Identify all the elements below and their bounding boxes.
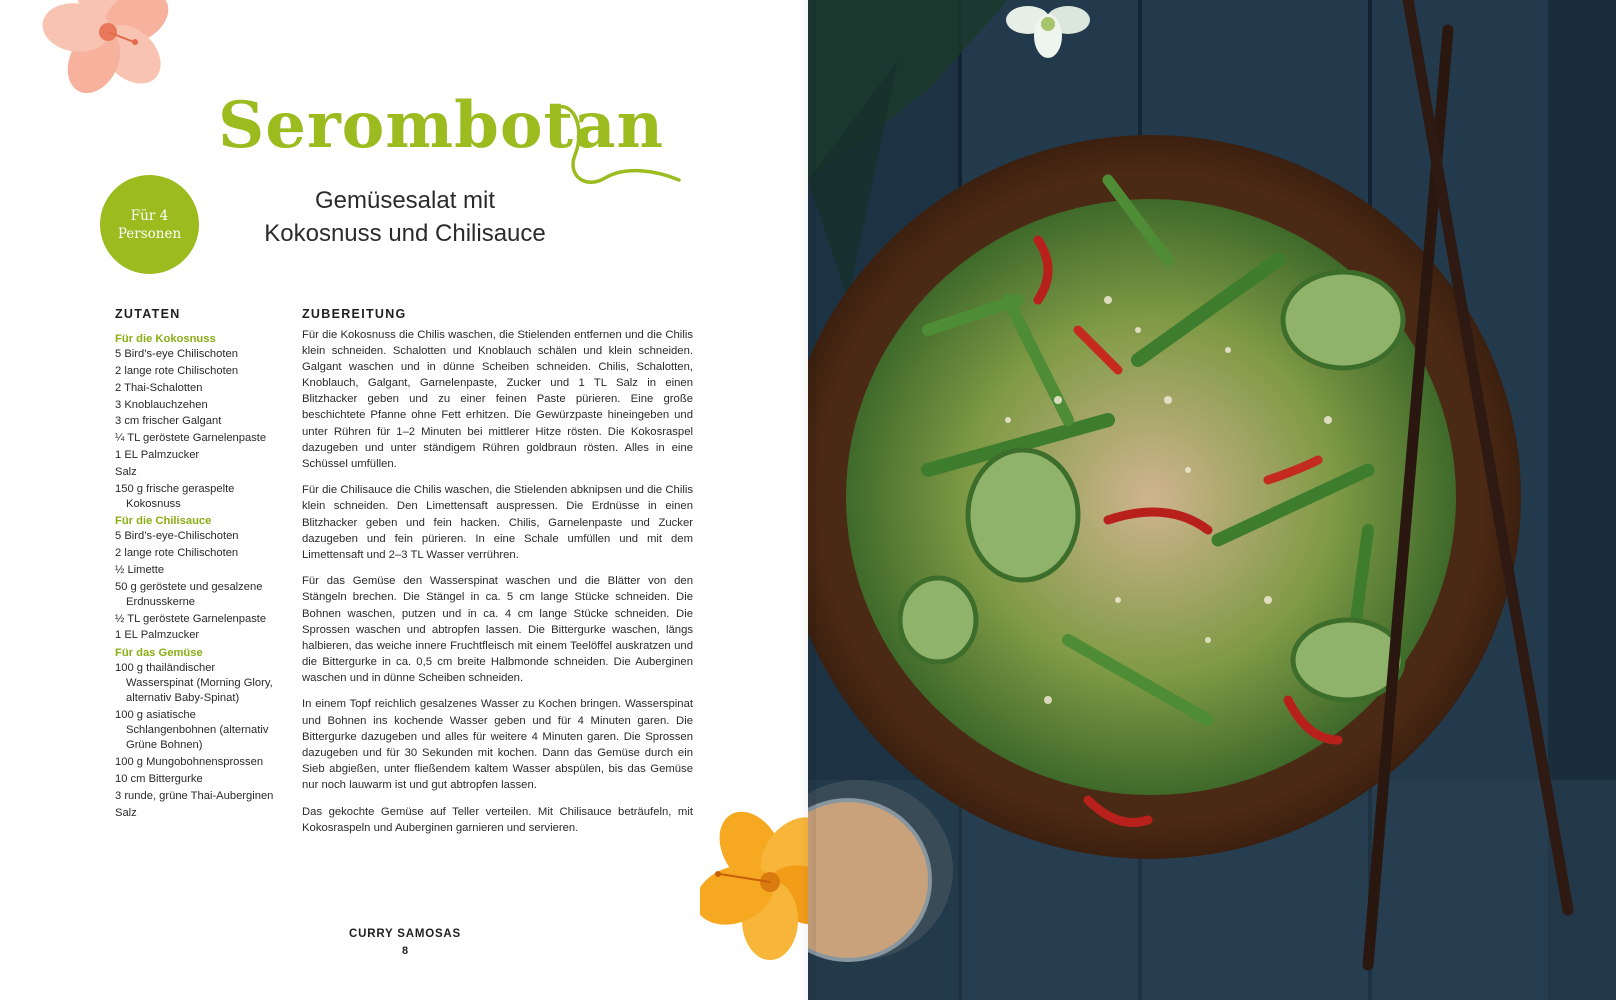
ingredient-item: 1 EL Palmzucker [115, 448, 200, 461]
ingredient-item: 100 g asiatische Schlangenbohnen (alternativ Grüne Bohnen) [115, 708, 269, 752]
method-paragraph: In einem Topf reichlich gesalzenes Wasser zu Kochen bringen. Wasserspinat und Bohnen ins kochende Wasser geben und für 4 Minuten garen. Die Bittergurke dazugeben und alles für weitere 4 Minuten garen. Die Sprossen dazugeben und für 30 Sekunden mit kochen. Dann das Gemüse durch ein Sieb abgießen, unter fließendem kaltem Wasser abspülen, bis das Gemüse nur noch lauwarm ist und gut abtropfen lassen. [302, 698, 693, 791]
serves-badge [100, 175, 199, 274]
book-gutter [800, 0, 816, 1000]
ingredient-item: Salz [115, 465, 137, 478]
hibiscus-pink-icon [10, 0, 195, 120]
serves-line-1: Für 4 [130, 207, 169, 224]
serves-line-2: Personen [117, 225, 182, 242]
ingredient-item: 2 lange rote Chilischoten [115, 546, 239, 559]
ingredient-item: 10 cm Bittergurke [115, 772, 203, 785]
swash-ornament-icon [545, 100, 685, 195]
salad-bowl-photo [808, 0, 1616, 1000]
subtitle-line-2: Kokosnuss und Chilisauce [264, 220, 546, 247]
method-paragraph: Für die Kokosnuss die Chilis waschen, die Stielenden entfernen und die Chilis klein schneiden. Schalotten und Knoblauch schälen und klein schneiden. Galgant waschen und in dünne Scheiben schneiden. Chilis, Schalotten, Knoblauch, Galgant, Garnelenpaste, Zucker und 1 TL Salz in einen Blitzhacker geben und zu einer feinen Paste pürieren. Eine große beschichtete Pfanne ohne Fett erhitzen. Die Gewürzpaste hineingeben und unter Rühren für 1–2 Minuten bei mittlerer Hitze rösten. Die Kokosraspel dazugeben und unter ständigem Rühren goldbraun rösten. Alles in eine Schüssel umfüllen. [302, 329, 693, 470]
ingredient-group-title: Für das Gemüse [115, 646, 203, 659]
ingredients-list [115, 330, 275, 822]
ingredient-item: Salz [115, 806, 137, 819]
ingredient-item: 50 g geröstete und gesalzene Erdnusskerne [115, 580, 263, 608]
method-paragraph: Für das Gemüse den Wasserspinat waschen und die Blätter von den Stängeln brechen. Die Stängel in ca. 5 cm lange Stücke schneiden. Die Bohnen waschen, putzen und in ca. 4 cm lange Stücke schneiden. Die Sprossen waschen und abtropfen lassen. Die Bittergurke waschen, längs halbieren, das weiche innere Fruchtfleisch mit einem Teelöffel auskratzen und die Bittergurke in ca. 0,5 cm breite Halbmonde schneiden. Die Auberginen waschen und in dünne Scheiben schneiden. [302, 575, 693, 684]
ingredient-item: 100 g thailändischer Wasserspinat (Morning Glory, alternativ Baby-Spinat) [115, 661, 273, 705]
ingredient-item: 2 Thai-Schalotten [115, 381, 203, 394]
ingredient-item: 5 Bird’s-eye-Chilischoten [115, 530, 239, 543]
method-paragraph: Das gekochte Gemüse auf Teller verteilen. Mit Chilisauce beträufeln, mit Kokosraspeln und Auberginen garnieren und servieren. [302, 805, 693, 834]
hibiscus-orange-icon [700, 790, 808, 970]
ingredient-item: 3 runde, grüne Thai-Auberginen [115, 789, 274, 802]
ingredient-item: ½ TL geröstete Garnelenpaste [115, 612, 267, 625]
ingredient-item: 3 Knoblauchzehen [115, 398, 208, 411]
recipe-subtitle [220, 184, 590, 250]
method-text [302, 327, 693, 846]
page-number: 8 [401, 945, 409, 957]
method-heading: ZUBEREITUNG [302, 307, 407, 321]
method-paragraph: Für die Chilisauce die Chilis waschen, die Stielenden abknipsen und die Chilis klein schneiden. Den Limettensaft auspressen. Die Erdnüsse in einen Blitzhacker geben und fein hacken. Chilis, Garnelenpaste und Zucker dazugeben und fein pürieren. In eine Schale umfüllen und mit dem Limettensaft und 2–3 TL Wasser verrühren. [302, 484, 693, 561]
ingredient-item: 100 g Mungobohnensprossen [115, 756, 264, 769]
ingredient-item: ¼ TL geröstete Garnelenpaste [115, 432, 267, 445]
ingredients-heading: ZUTATEN [115, 307, 181, 321]
subtitle-line-1: Gemüsesalat mit [314, 187, 496, 214]
ingredient-group-title: Für die Kokosnuss [115, 333, 216, 345]
ingredient-item: 1 EL Palmzucker [115, 629, 200, 642]
footer-book-title: CURRY SAMOSAS [349, 928, 461, 940]
ingredient-item: ½ Limette [115, 563, 165, 576]
ingredient-item: 3 cm frischer Galgant [115, 415, 222, 428]
ingredient-group-title: Für die Chilisauce [115, 514, 212, 527]
food-photo [808, 0, 1616, 1000]
ingredient-item: 5 Bird’s-eye Chilischoten [115, 348, 238, 361]
recipe-title: Serombotan [218, 88, 665, 163]
ingredient-item: 2 lange rote Chilischoten [115, 365, 239, 377]
ingredient-item: 150 g frische geraspelte Kokosnuss [115, 482, 235, 510]
